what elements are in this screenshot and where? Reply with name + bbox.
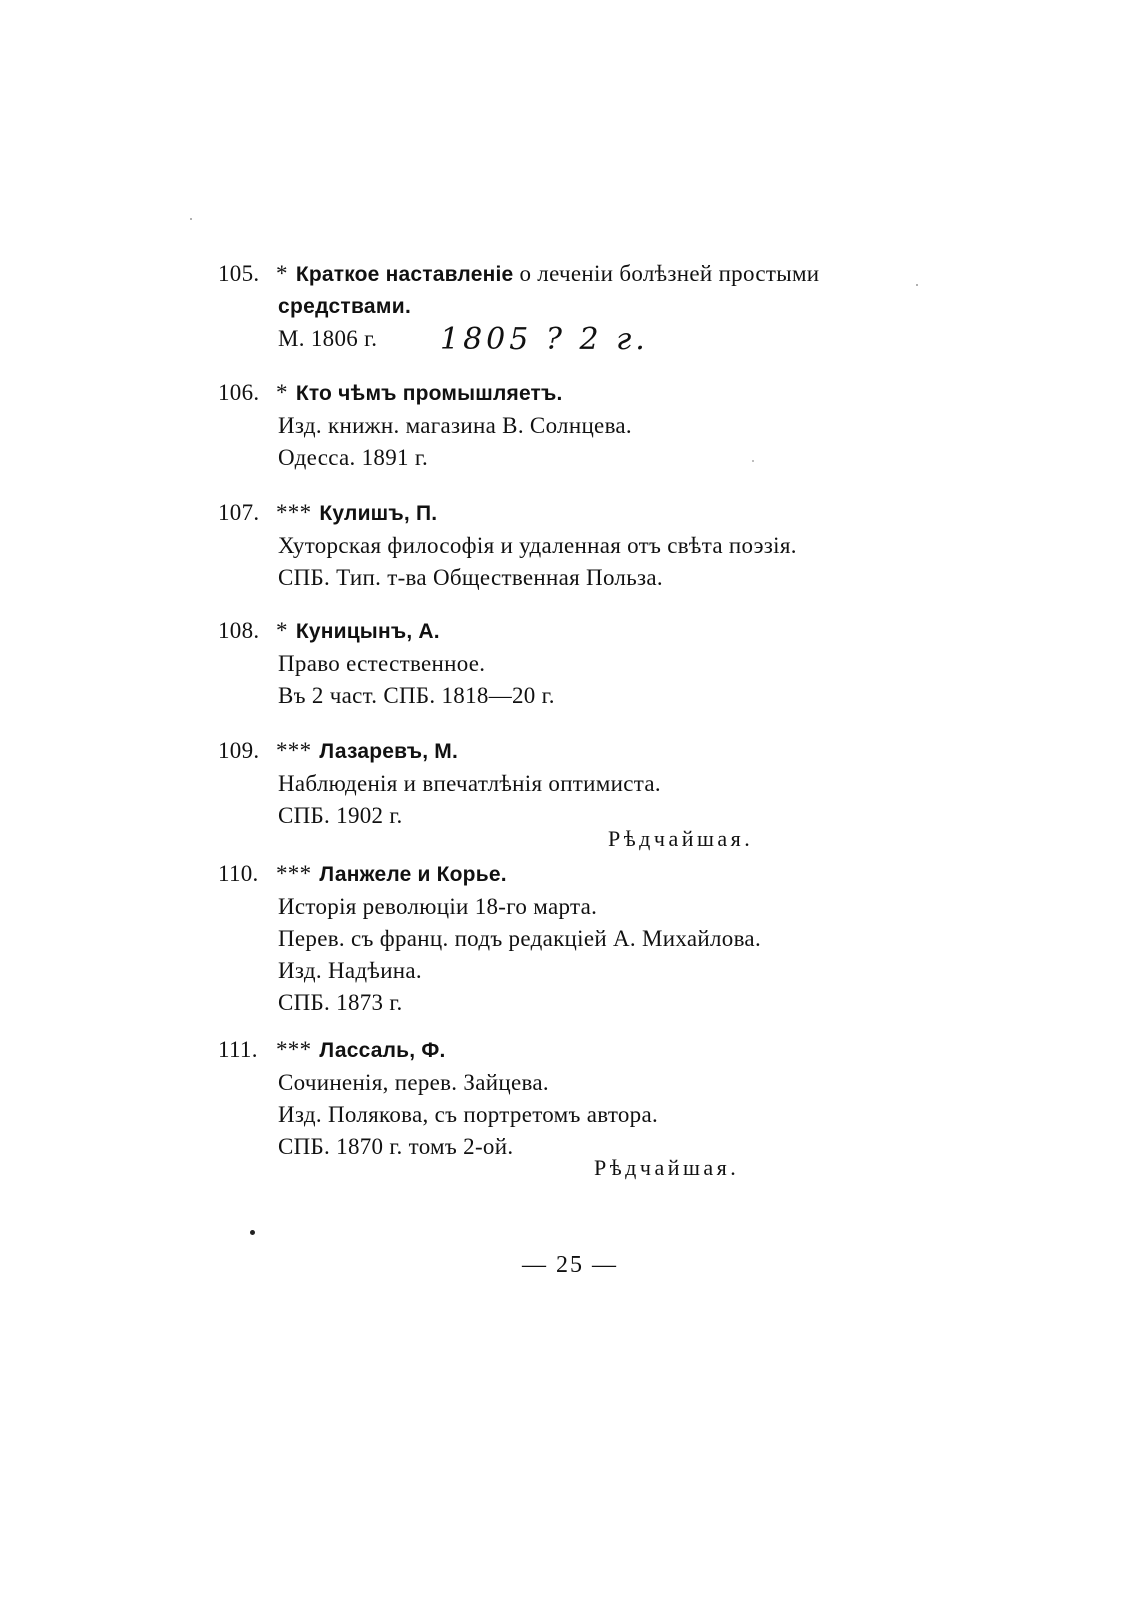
entry-heading	[218, 377, 1078, 410]
entry-title-rest: о леченіи болѣзней простыми	[513, 261, 820, 286]
entry-line: СПБ. Тип. т-ва Общественная Польза.	[278, 565, 663, 590]
entry-line: СПБ. 1870 г. томъ 2-ой.	[278, 1134, 514, 1159]
entry-stars: *	[276, 261, 288, 286]
entry-line: СПБ. 1902 г.	[278, 803, 403, 828]
entry-line-text: средствами.	[278, 295, 412, 318]
entry-107	[218, 497, 1078, 594]
entry-number: 109.	[218, 738, 260, 763]
entry-heading	[218, 258, 1078, 291]
entry-title: Кто чѣмъ промышляетъ.	[295, 382, 563, 405]
entry-heading	[218, 497, 1078, 530]
entry-stars: ***	[276, 861, 312, 886]
entry-line: Перев. съ франц. подъ редакціей А. Михайлова.	[278, 926, 761, 951]
entry-heading	[218, 1034, 1078, 1067]
entry-line: Изд. Надѣина.	[278, 958, 422, 983]
entry-stars: *	[276, 380, 288, 405]
entry-title: Лассаль, Ф.	[319, 1039, 446, 1062]
handwritten-annotation: 1805 ? 2 г.	[440, 322, 649, 357]
entry-heading	[218, 858, 1078, 891]
entry-number: 107.	[218, 500, 260, 525]
scan-speck	[916, 284, 918, 286]
entry-line: Наблюденія и впечатлѣнія оптимиста.	[278, 771, 661, 796]
entry-line: Изд. Полякова, съ портретомъ автора.	[278, 1102, 659, 1127]
entry-title: Куницынъ, А.	[295, 620, 440, 643]
entry-number: 111.	[218, 1037, 258, 1062]
entry-number: 108.	[218, 618, 260, 643]
entry-title: Краткое наставленіе	[295, 263, 514, 286]
entry-heading	[218, 735, 1078, 768]
scan-speck	[190, 218, 192, 220]
page-number: — 25 —	[522, 1252, 618, 1278]
entry-stars: ***	[276, 500, 312, 525]
entry-stars: ***	[276, 1037, 312, 1062]
entry-number: 105.	[218, 261, 260, 286]
entry-line-text: М. 1806 г.	[278, 326, 378, 351]
entry-line: Изд. книжн. магазина В. Солнцева.	[278, 413, 632, 438]
entry-line: Въ 2 част. СПБ. 1818—20 г.	[278, 683, 555, 708]
entry-line: Хуторская философія и удаленная отъ свѣта поэзія.	[278, 533, 797, 558]
entry-title: Кулишъ, П.	[319, 502, 438, 525]
entry-108	[218, 615, 1078, 712]
entry-line: Право естественное.	[278, 651, 486, 676]
entry-heading	[218, 615, 1078, 648]
entry-title: Лазаревъ, М.	[319, 740, 459, 763]
entry-stars: ***	[276, 738, 312, 763]
entry-110	[218, 858, 1078, 1019]
entry-line: Исторія революціи 18-го марта.	[278, 894, 598, 919]
entry-stars: *	[276, 618, 288, 643]
scan-speck	[752, 460, 754, 462]
entry-109	[218, 735, 1078, 832]
scan-speck	[250, 1230, 255, 1235]
rarity-note: Рѣдчайшая.	[594, 1155, 740, 1180]
entry-line: Одесса. 1891 г.	[278, 445, 429, 470]
entry-line	[218, 291, 1078, 323]
entry-line: СПБ. 1873 г.	[278, 990, 403, 1015]
entry-106	[218, 377, 1078, 474]
entry-number: 106.	[218, 380, 260, 405]
entry-line: Сочиненія, перев. Зайцева.	[278, 1070, 549, 1095]
entry-111	[218, 1034, 1078, 1163]
rarity-note: Рѣдчайшая.	[608, 826, 754, 851]
entry-number: 110.	[218, 861, 259, 886]
entry-title: Ланжеле и Корье.	[319, 863, 507, 886]
